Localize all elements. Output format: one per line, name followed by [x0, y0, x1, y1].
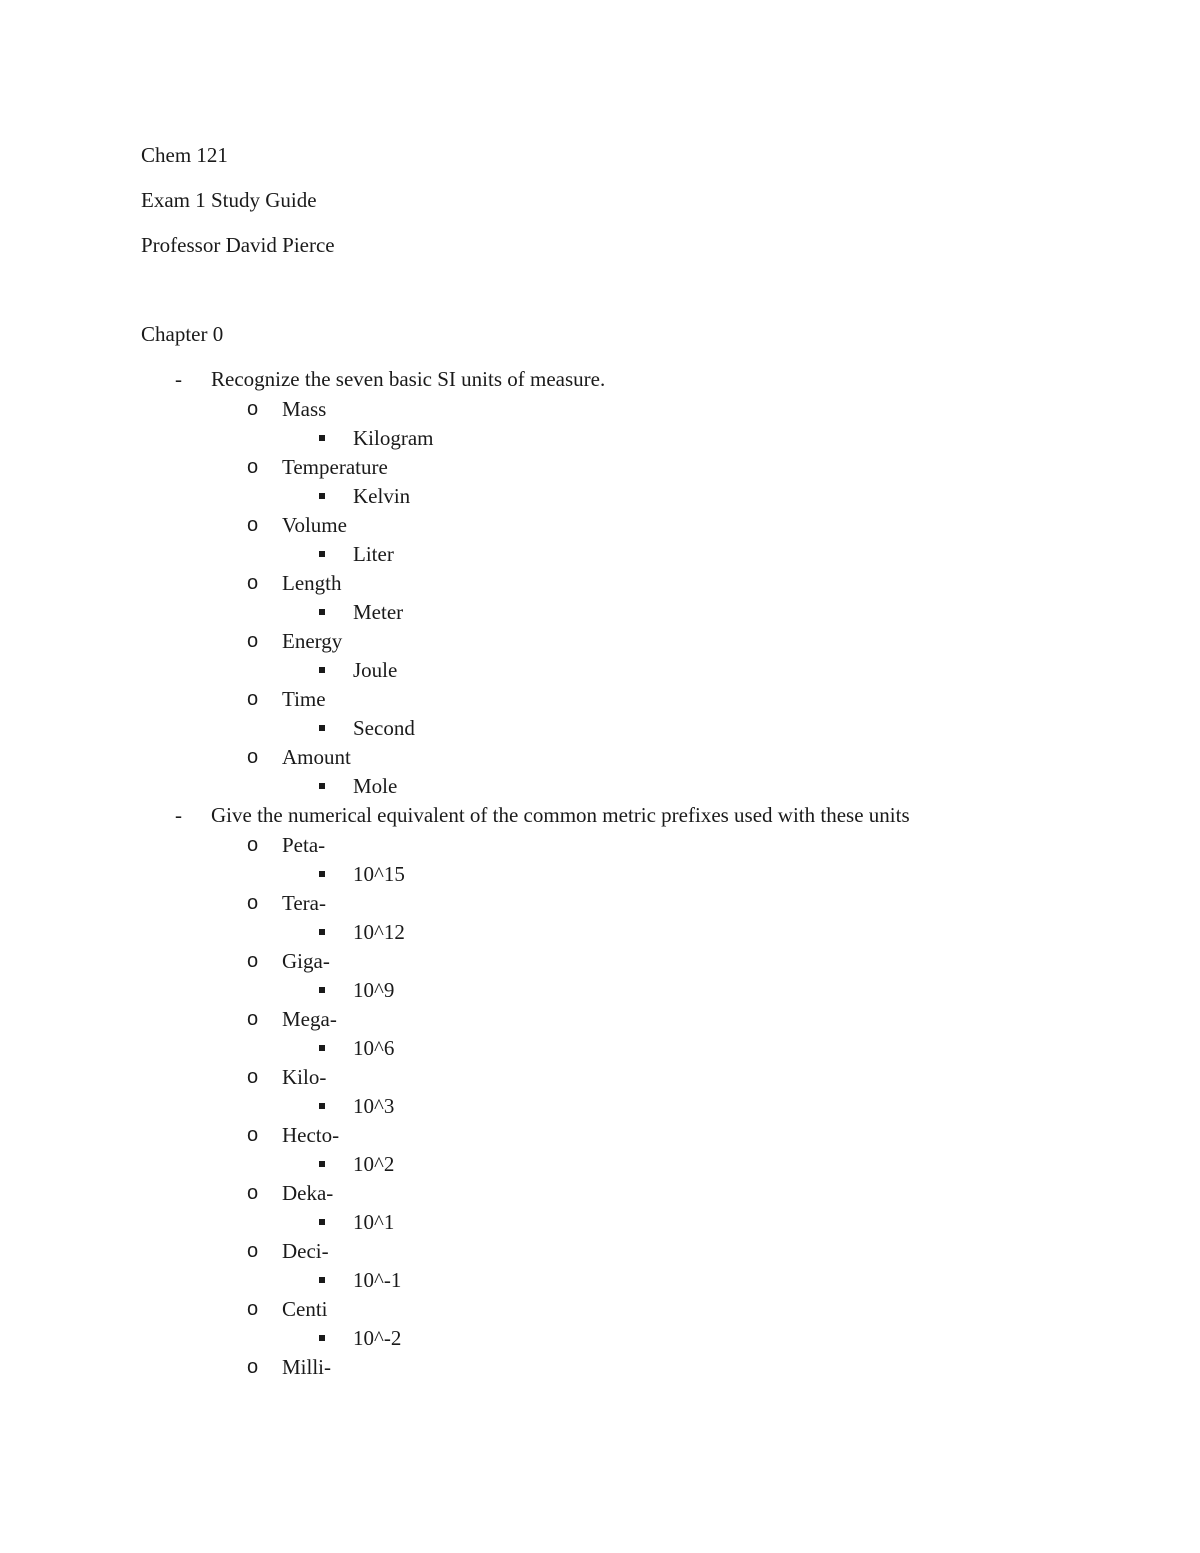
square-bullet-icon [319, 987, 325, 993]
square-bullet-icon [319, 1161, 325, 1167]
dash-bullet-icon: - [175, 367, 182, 391]
circle-bullet-icon: o [247, 1066, 259, 1088]
circle-bullet-icon: o [247, 456, 259, 478]
outline-subitem-text: Deka- [282, 1181, 334, 1205]
square-bullet-icon [319, 609, 325, 615]
outline-detail-text: 10^-2 [353, 1326, 402, 1350]
outline-subitem-text: Amount [282, 745, 351, 769]
outline-subitem-text: Centi [282, 1297, 328, 1321]
circle-bullet-icon: o [247, 1182, 259, 1204]
outline-detail-text: 10^9 [353, 978, 395, 1002]
circle-bullet-icon: o [247, 1298, 259, 1320]
dash-bullet-icon: - [175, 803, 182, 827]
circle-bullet-icon: o [247, 398, 259, 420]
outline-detail-text: Kelvin [353, 484, 411, 508]
square-bullet-icon [319, 929, 325, 935]
circle-bullet-icon: o [247, 950, 259, 972]
outline-detail-text: 10^2 [353, 1152, 395, 1176]
square-bullet-icon [319, 871, 325, 877]
outline-subitem-text: Milli- [282, 1355, 332, 1379]
square-bullet-icon [319, 551, 325, 557]
circle-bullet-icon: o [247, 572, 259, 594]
exam-title: Exam 1 Study Guide [141, 188, 317, 212]
outline-subitem-text: Volume [282, 513, 347, 537]
outline-detail-text: Joule [353, 658, 398, 682]
square-bullet-icon [319, 667, 325, 673]
square-bullet-icon [319, 435, 325, 441]
outline-subitem-text: Mass [282, 397, 327, 421]
circle-bullet-icon: o [247, 1240, 259, 1262]
square-bullet-icon [319, 725, 325, 731]
outline-detail-text: Meter [353, 600, 404, 624]
outline-detail-text: Kilogram [353, 426, 434, 450]
professor-name: Professor David Pierce [141, 233, 335, 257]
square-bullet-icon [319, 1103, 325, 1109]
circle-bullet-icon: o [247, 514, 259, 536]
outline-subitem-text: Deci- [282, 1239, 329, 1263]
outline-detail-text: Liter [353, 542, 394, 566]
outline-subitem-text: Length [282, 571, 342, 595]
outline-detail-text: 10^6 [353, 1036, 395, 1060]
outline-detail-text: 10^12 [353, 920, 405, 944]
square-bullet-icon [319, 1277, 325, 1283]
circle-bullet-icon: o [247, 630, 259, 652]
square-bullet-icon [319, 1045, 325, 1051]
square-bullet-icon [319, 783, 325, 789]
objective-item-text: Give the numerical equivalent of the common metric prefixes used with these units [211, 803, 910, 827]
square-bullet-icon [319, 1335, 325, 1341]
outline-detail-text: 10^1 [353, 1210, 395, 1234]
square-bullet-icon [319, 1219, 325, 1225]
circle-bullet-icon: o [247, 746, 259, 768]
chapter-heading: Chapter 0 [141, 322, 224, 346]
square-bullet-icon [319, 493, 325, 499]
outline-subitem-text: Kilo- [282, 1065, 327, 1089]
circle-bullet-icon: o [247, 1008, 259, 1030]
outline-subitem-text: Temperature [282, 455, 388, 479]
outline-subitem-text: Energy [282, 629, 343, 653]
circle-bullet-icon: o [247, 834, 259, 856]
objective-item-text: Recognize the seven basic SI units of measure. [211, 367, 606, 391]
outline-subitem-text: Time [282, 687, 326, 711]
circle-bullet-icon: o [247, 892, 259, 914]
outline-subitem-text: Peta- [282, 833, 326, 857]
outline-subitem-text: Hecto- [282, 1123, 340, 1147]
outline-detail-text: 10^-1 [353, 1268, 402, 1292]
outline-detail-text: Second [353, 716, 415, 740]
outline-subitem-text: Giga- [282, 949, 330, 973]
outline-detail-text: Mole [353, 774, 398, 798]
outline-subitem-text: Tera- [282, 891, 326, 915]
outline-subitem-text: Mega- [282, 1007, 337, 1031]
outline-detail-text: 10^15 [353, 862, 405, 886]
outline-detail-text: 10^3 [353, 1094, 395, 1118]
course-title: Chem 121 [141, 143, 228, 167]
circle-bullet-icon: o [247, 1356, 259, 1378]
circle-bullet-icon: o [247, 688, 259, 710]
circle-bullet-icon: o [247, 1124, 259, 1146]
